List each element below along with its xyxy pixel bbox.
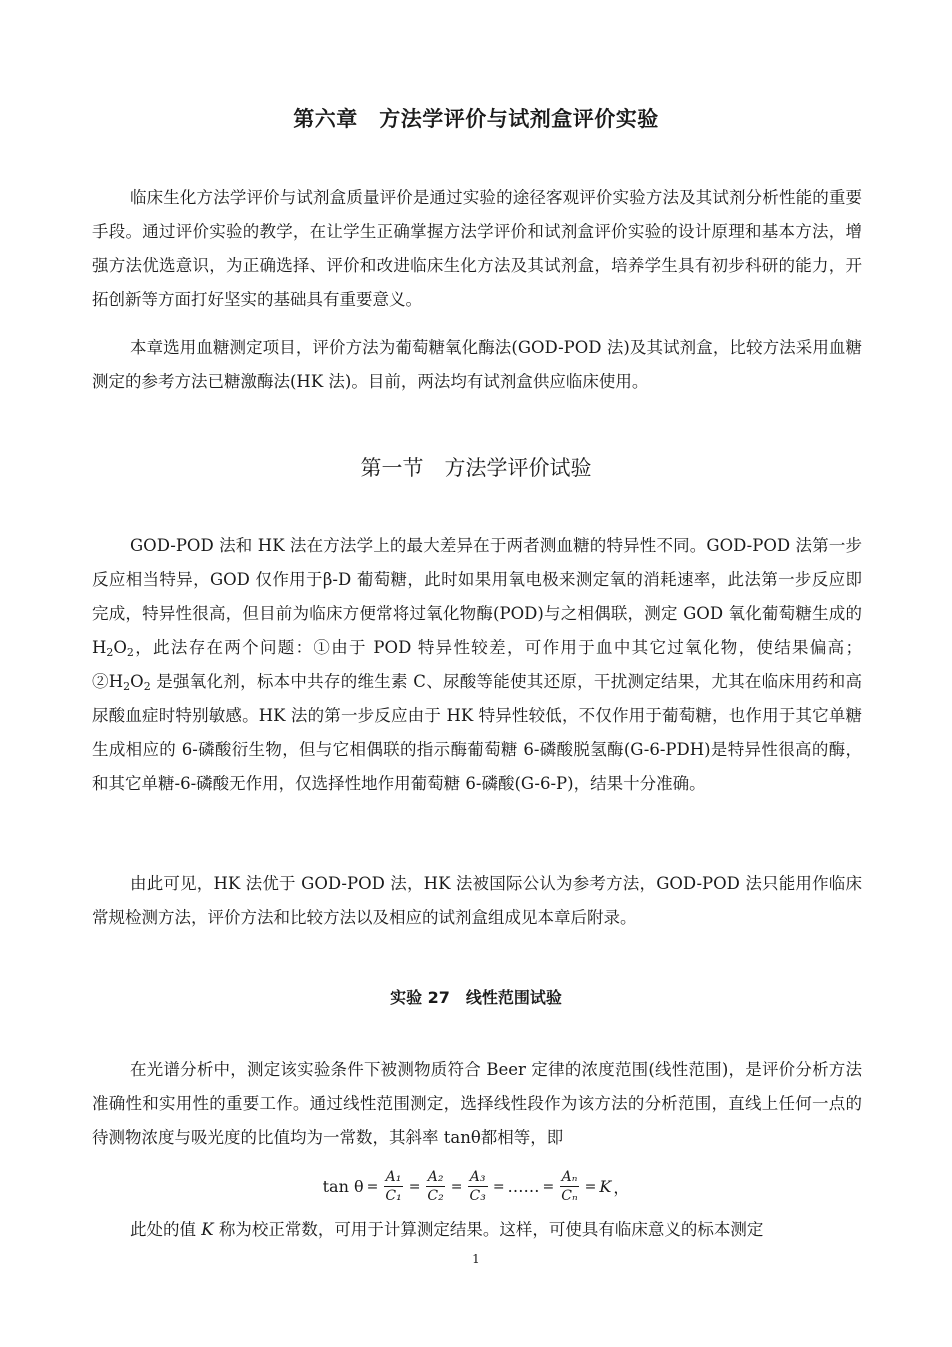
text-run: 称为校正常数，可用于计算测定结果。这样，可使具有临床意义的标本测定 (213, 1220, 764, 1239)
denominator: C₁ (385, 1188, 402, 1204)
fraction-n (559, 1168, 579, 1205)
slope-formula (0, 1168, 952, 1205)
constant-k: K (201, 1220, 214, 1239)
text-run: O (113, 638, 127, 657)
chapter-title: 第六章 方法学评价与试剂盒评价实验 (293, 107, 659, 131)
formula-equals: = (366, 1178, 379, 1195)
text-run: 此处的值 (130, 1220, 202, 1239)
numerator: A₂ (427, 1169, 444, 1185)
experiment-paragraph-2 (92, 1213, 862, 1247)
formula-equals: = (450, 1178, 463, 1195)
denominator: C₃ (469, 1188, 486, 1204)
intro-paragraph-2: 本章选用血糖测定项目，评价方法为葡萄糖氧化酶法(GOD-POD 法)及其试剂盒，比较方法采用血糖测定的参考方法已糖激酶法(HK 法)。目前，两法均有试剂盒供应临床使用。 (92, 338, 862, 391)
formula-constant: K (599, 1177, 612, 1196)
experiment-paragraph-1: 在光谱分析中，测定该实验条件下被测物质符合 Beer 定律的浓度范围(线性范围)，是评价分析方法准确性和实用性的重要工作。通过线性范围测定，选择线性段作为该方法的分析范围，直线上任何一点的待测物浓度与吸光度的比值均为一常数，其斜率 tanθ都相等，即 (92, 1060, 863, 1147)
text-run: GOD-POD 法和 HK 法在方法学上的最大差异在于两者测血糖的特异性不同。GOD-POD 法第一步反应相当特异，GOD 仅作用于β-D 葡萄糖，此时如果用氧电极来测定氧的消耗速率，此法第一步反应即完成，特异性很高，但目前为临床方便常将过氧化物酶(POD)与之相偶联，测定 GOD 氧化葡萄糖生成的 H (92, 536, 862, 657)
formula-equals: = (492, 1178, 505, 1195)
section-title: 第一节 方法学评价试验 (360, 456, 592, 480)
subscript: 2 (143, 680, 151, 693)
text-run: 是强氧化剂，标本中共存的维生素 C、尿酸等能使其还原，干扰测定结果，尤其在临床用药和高尿酸血症时特别敏感。HK 法的第一步反应由于 HK 特异性较低，不仅作用于葡萄糖，也作用于其它单糖生成相应的 6-磷酸衍生物，但与它相偶联的指示酶葡萄糖 6-磷酸脱氢酶(G-6-PDH)是特异性很高的酶，和其它单糖-6-磷酸无作用，仅选择性地作用葡萄糖 6-磷酸(G-6-P)，结果十分准确。 (92, 672, 862, 793)
formula-equals: = (408, 1178, 421, 1195)
numerator: Aₙ (561, 1169, 578, 1185)
section-paragraph-1 (92, 529, 862, 801)
fraction-1 (383, 1168, 403, 1205)
formula-tail: ， (613, 1178, 630, 1197)
denominator: Cₙ (561, 1188, 578, 1204)
formula-dots: …… (507, 1177, 540, 1196)
subscript: 2 (123, 680, 131, 693)
text-run: O (130, 672, 144, 691)
subscript: 2 (106, 646, 114, 659)
intro-paragraph-1: 临床生化方法学评价与试剂盒质量评价是通过实验的途径客观评价实验方法及其试剂分析性能的重要手段。通过评价实验的教学，在让学生正确掌握方法学评价和试剂盒评价实验的设计原理和基本方法，增强方法优选意识，为正确选择、评价和改进临床生化方法及其试剂盒，培养学生具有初步科研的能力，开拓创新等方面打好坚实的基础具有重要意义。 (92, 188, 862, 309)
formula-equals: = (542, 1178, 555, 1195)
section-paragraph-2: 由此可见，HK 法优于 GOD-POD 法，HK 法被国际公认为参考方法，GOD-POD 法只能用作临床常规检测方法，评价方法和比较方法以及相应的试剂盒组成见本章后附录。 (92, 874, 862, 927)
fraction-2 (425, 1168, 445, 1205)
numerator: A₃ (469, 1169, 486, 1185)
formula-lhs: tan θ (322, 1177, 364, 1196)
subscript: 2 (126, 646, 134, 659)
text-run: ，此法存在两个问题：①由于 POD 特异性较差，可作用于血中其它过氧化物，使结果偏高；②H (92, 638, 862, 691)
page-number: 1 (472, 1252, 480, 1266)
fraction-3 (467, 1168, 487, 1205)
denominator: C₂ (427, 1188, 444, 1204)
numerator: A₁ (385, 1169, 402, 1185)
experiment-title: 实验 27 线性范围试验 (390, 988, 562, 1007)
formula-equals: = (584, 1178, 597, 1195)
